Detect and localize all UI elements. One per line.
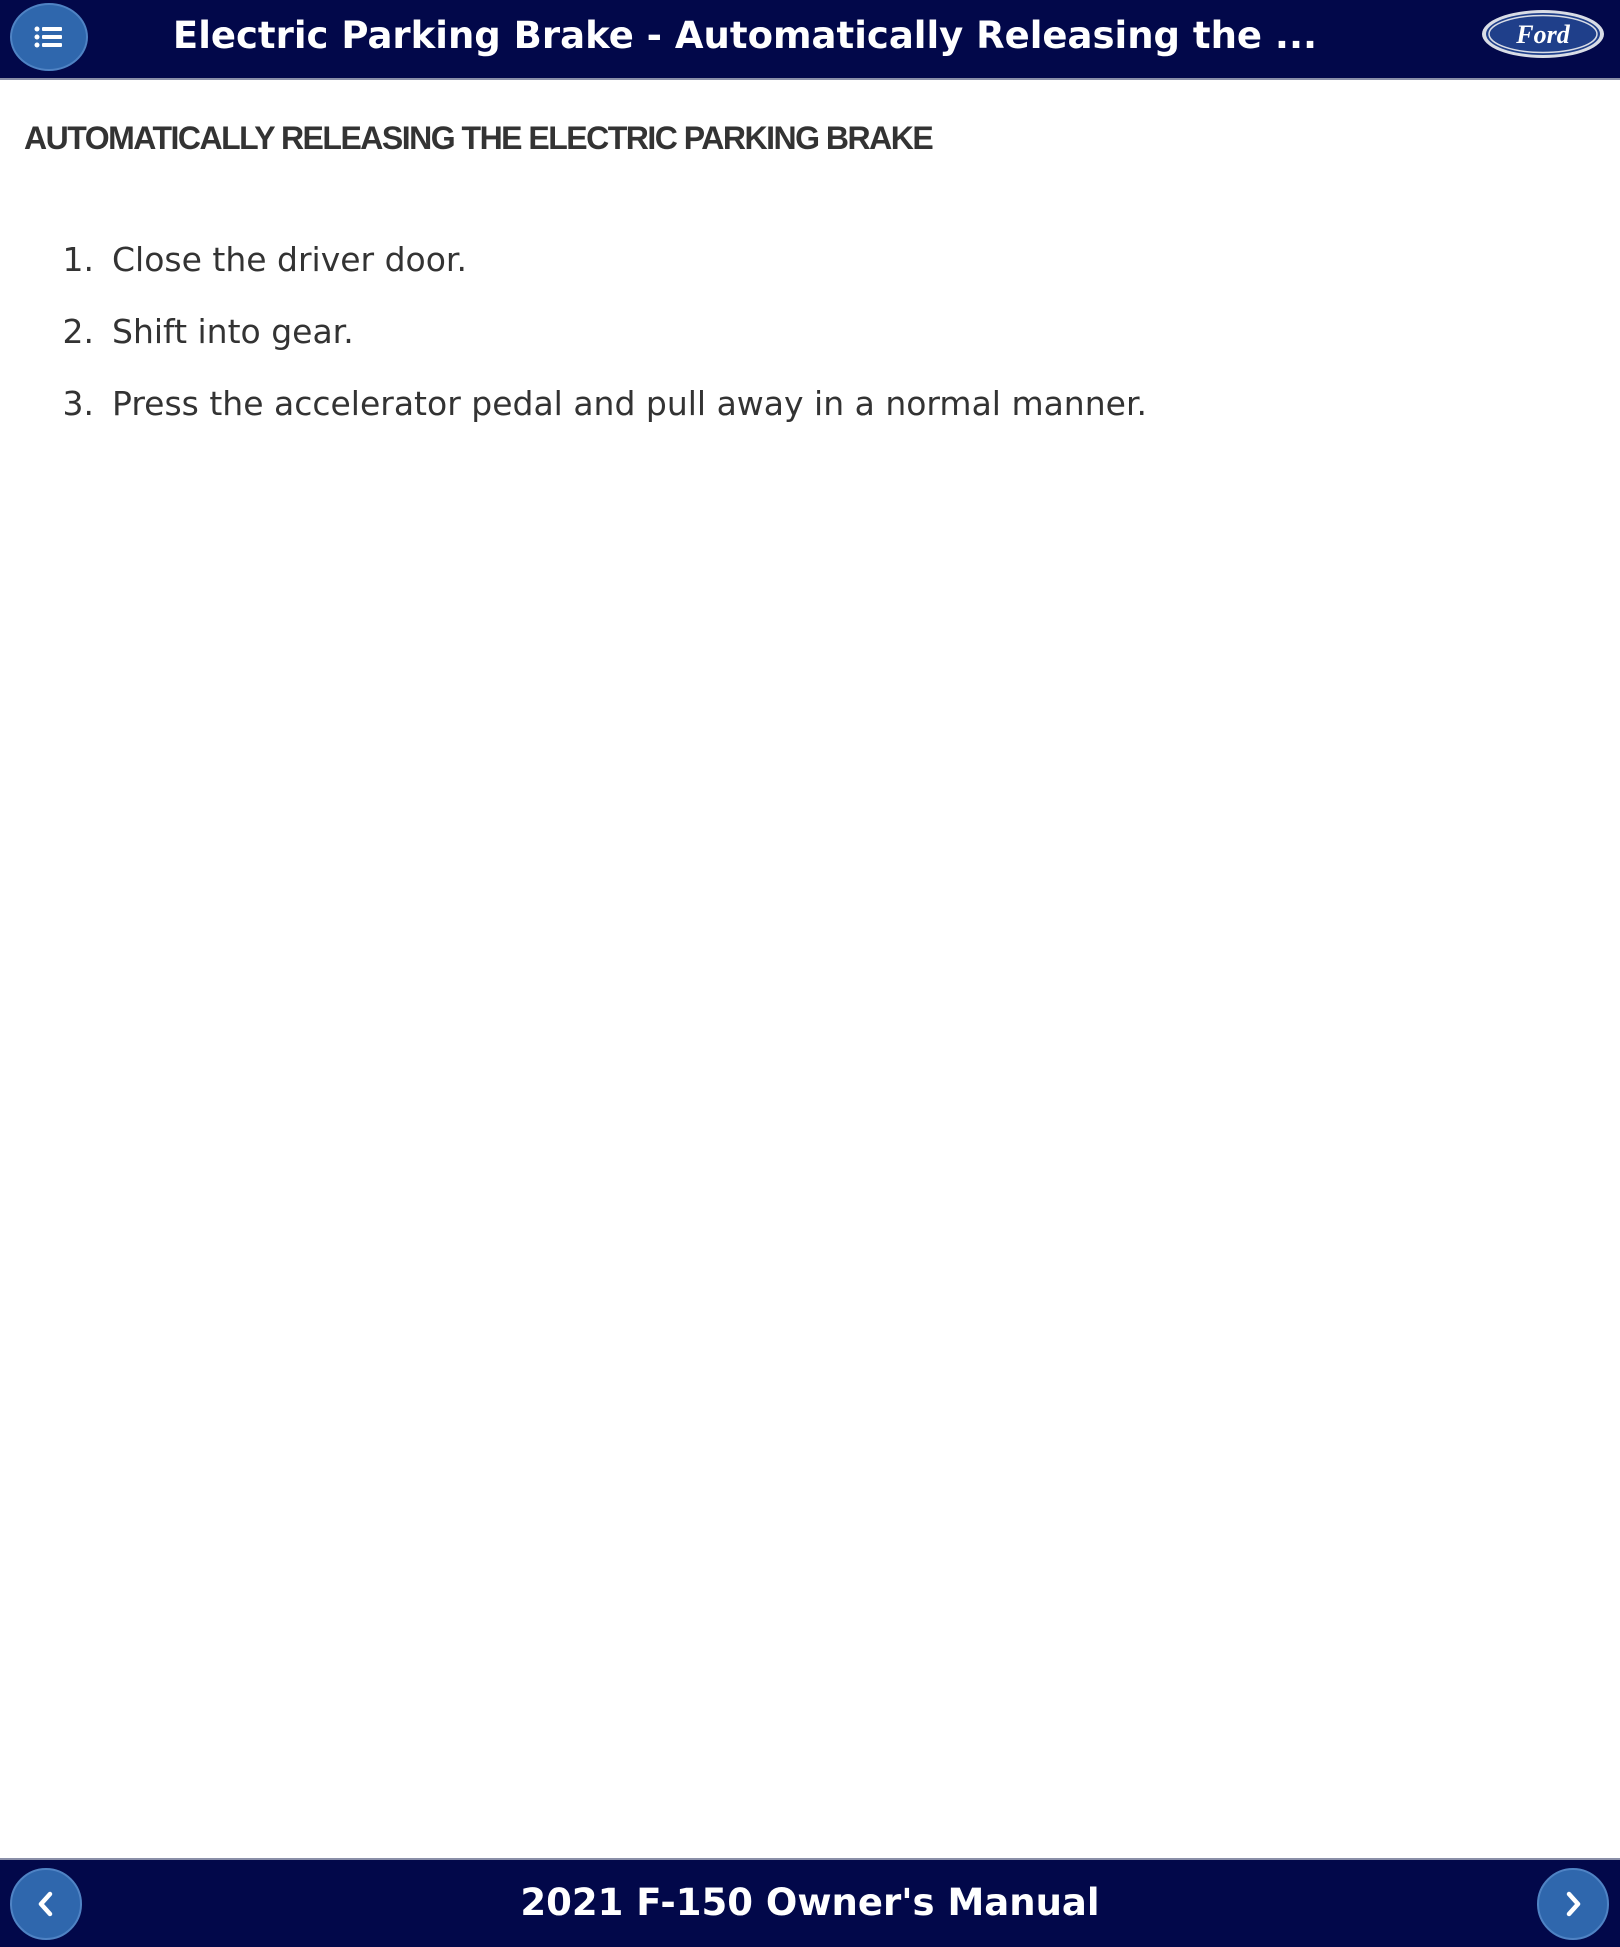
manual-title: 2021 F-150 Owner's Manual	[520, 1881, 1100, 1924]
ford-logo-text: Ford	[1516, 20, 1570, 49]
page-title: Electric Parking Brake - Automatically Releasing the ...	[172, 14, 1318, 57]
step-number: 3.	[62, 384, 94, 423]
chevron-right-icon	[1562, 1891, 1584, 1917]
step-number: 1.	[62, 240, 94, 279]
step-number: 2.	[62, 312, 94, 351]
bottom-bar	[0, 1858, 1620, 1947]
top-bar	[0, 0, 1620, 80]
section-heading: AUTOMATICALLY RELEASING THE ELECTRIC PARKING BRAKE	[24, 120, 933, 156]
chevron-left-icon	[35, 1891, 57, 1917]
menu-button[interactable]	[10, 3, 88, 71]
list-icon	[34, 26, 64, 48]
ford-logo	[1480, 8, 1606, 60]
step-text: Shift into gear.	[112, 312, 354, 351]
step-text: Press the accelerator pedal and pull away in a normal manner.	[112, 384, 1147, 423]
next-page-button[interactable]	[1537, 1868, 1609, 1940]
step-text: Close the driver door.	[112, 240, 467, 279]
previous-page-button[interactable]	[10, 1868, 82, 1940]
